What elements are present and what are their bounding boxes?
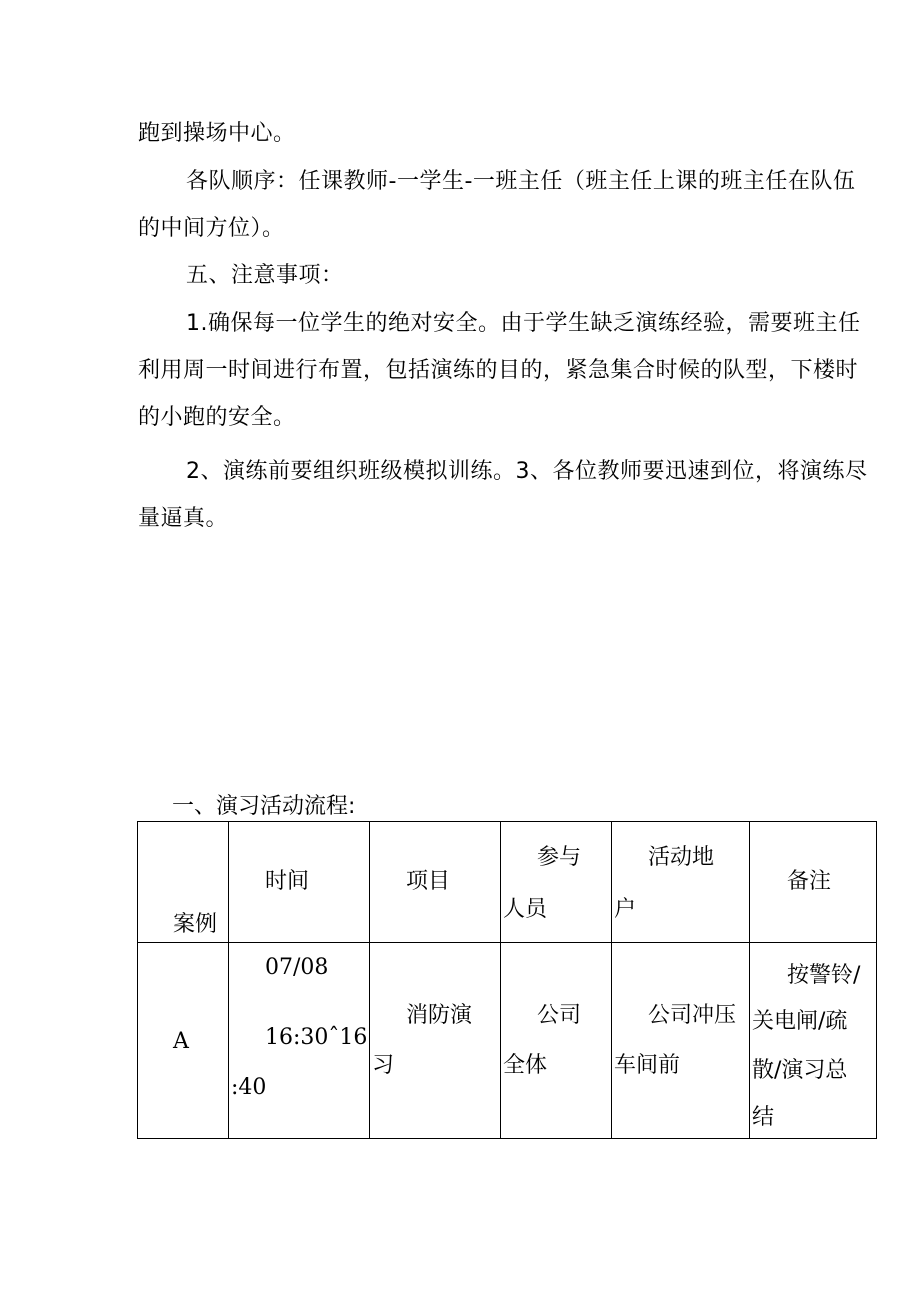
flow-title: 一、演习活动流程: [172,794,356,819]
paragraph-training: 2、演练前要组织班级模拟训练。3、各位教师要迅速到位，将演练尽量逼真。 [138,459,868,531]
activity-table [137,821,877,1139]
header-participants: 参与 人员 [501,822,612,943]
header-case: 案例 [138,822,229,943]
cell-item: 消防演 习 [370,943,501,1139]
header-remarks: 备注 [750,822,877,943]
table-header-row [138,822,877,943]
section-heading-notes: 五、注意事项： [186,263,344,288]
paragraph-safety: 1.确保每一位学生的绝对安全。由于学生缺乏演练经验，需要班主任利用周一时间进行布置，包括演练的目的，紧急集合时候的队型，下楼时的小跑的安全。 [138,311,861,430]
cell-time: 07/08 16:30ˆ16 :40 [229,943,370,1139]
table-row [138,943,877,1139]
paragraph-1: 跑到操场中心。 [138,121,296,146]
cell-remarks: 按警铃/ 关电闸/疏 散/演习总 结 [750,943,877,1139]
cell-participants: 公司 全体 [501,943,612,1139]
header-item: 项目 [370,822,501,943]
header-time: 时间 [229,822,370,943]
header-location: 活动地 户 [612,822,750,943]
cell-case: A [138,943,229,1139]
paragraph-2: 各队顺序：任课教师-一学生-一班主任（班主任上课的班主任在队伍的中间方位）。 [138,169,856,241]
cell-location: 公司冲压 车间前 [612,943,750,1139]
